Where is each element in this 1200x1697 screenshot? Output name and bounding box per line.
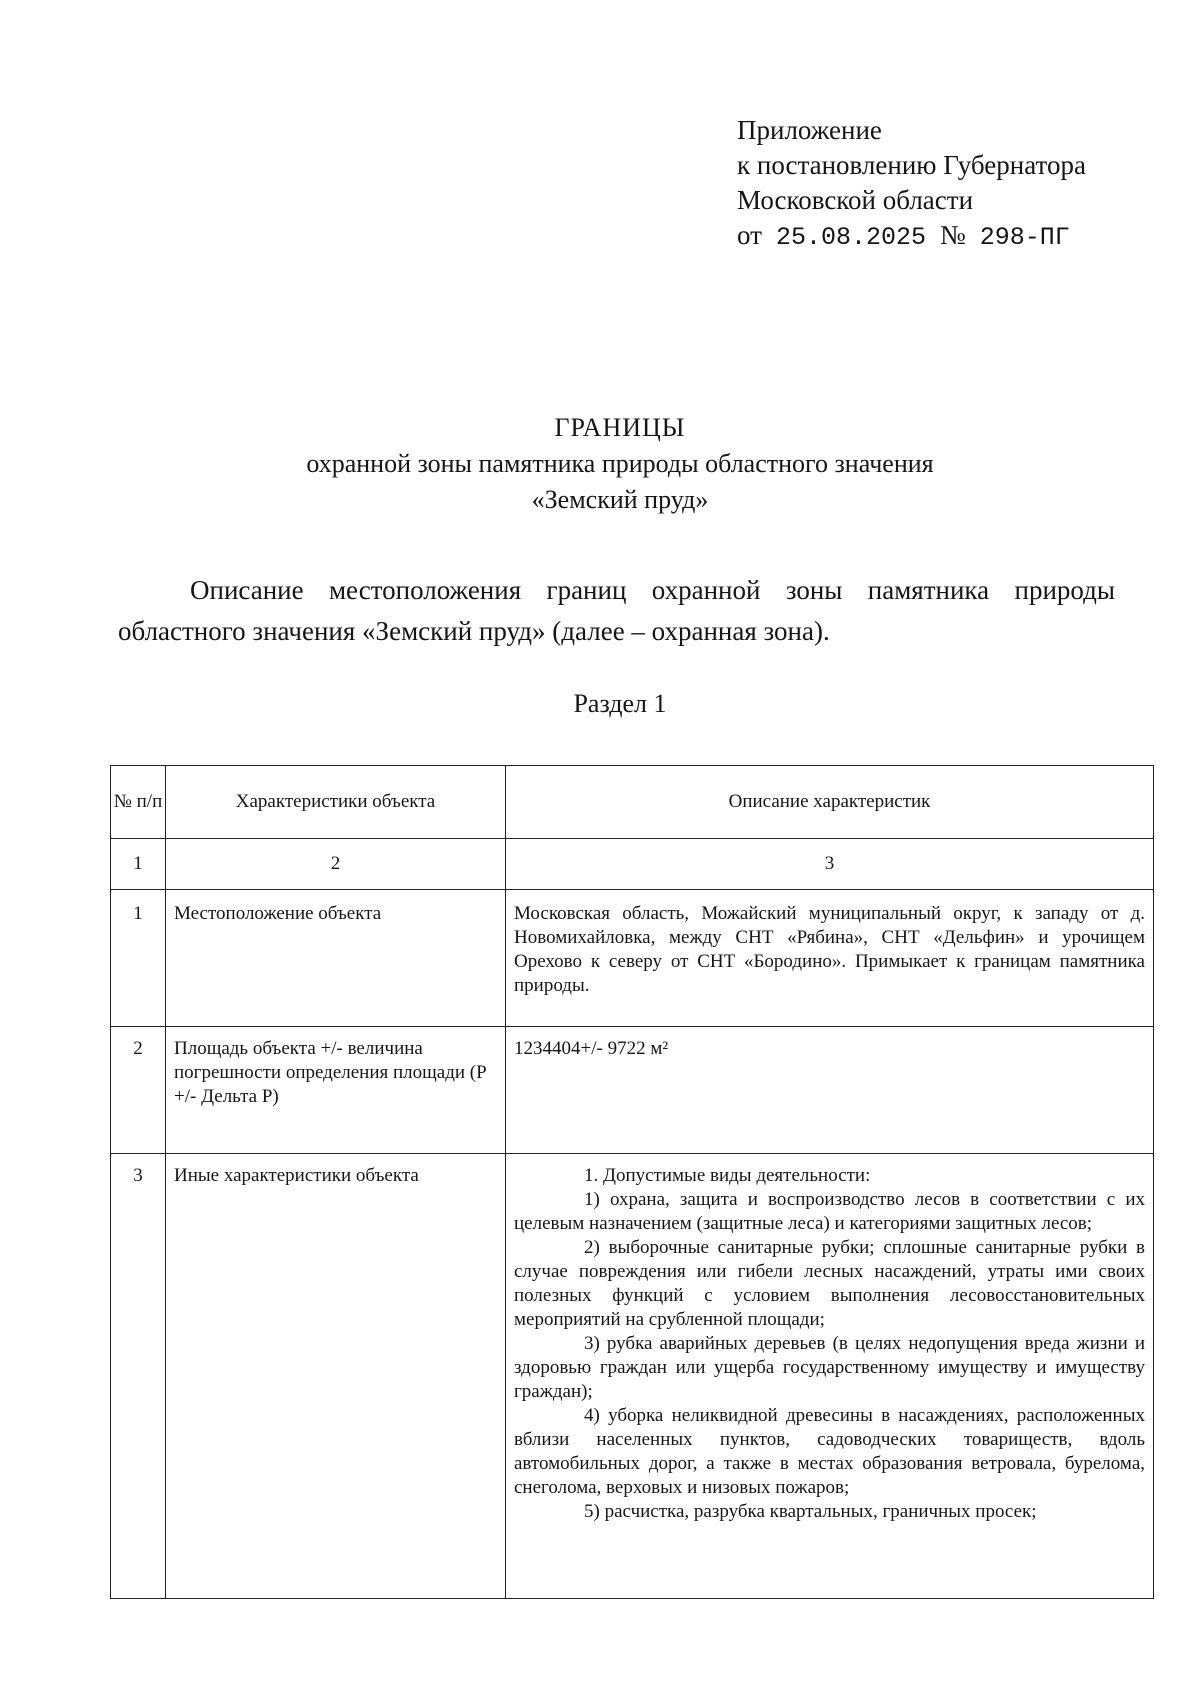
list-item: 3) рубка аварийных деревьев (в целях недопущения вреда жизни и здоровью граждан или ущерба государственному имуществу и имуществу граждан); (514, 1333, 1145, 1402)
list-item: 4) уборка неликвидной древесины в насаждениях, расположенных вблизи населенных пунктов, садоводческих товариществ, вдоль автомобильных дорог, а также в местах образования ветровала, бурелома, снеголома, верховых и низовых пожаров; (514, 1405, 1145, 1498)
title-line-3: «Земский пруд» (531, 485, 709, 514)
annex-line-1: Приложение (737, 115, 882, 145)
permitted-activities-title: 1. Допустимые виды деятельности: (584, 1165, 871, 1186)
row-characteristic: Местоположение объекта (166, 890, 506, 1027)
annex-number: 298-ПГ (979, 223, 1070, 252)
row-characteristic: Иные характеристики объекта (166, 1154, 506, 1599)
header-description: Описание характеристик (506, 766, 1154, 839)
column-number-3: 3 (506, 839, 1154, 890)
table-header-row (111, 766, 1154, 839)
header-number: № п/п (111, 766, 166, 839)
row-number: 1 (111, 890, 166, 1027)
title-main: ГРАНИЦЫ (554, 413, 686, 442)
annex-no-label: № (939, 220, 966, 250)
list-item: 2) выборочные санитарные рубки; сплошные санитарные рубки в случае повреждения или гибели лесных насаждений, утраты ими своих полезных функций с условием выполнения лесовосстановительных мероприятий на срубленной площади; (514, 1237, 1145, 1330)
document-title (0, 410, 1200, 518)
annex-line-3: Московской области (737, 185, 974, 215)
table-row (111, 1027, 1154, 1154)
column-number-2: 2 (166, 839, 506, 890)
row-value (506, 1154, 1154, 1599)
column-number-1: 1 (111, 839, 166, 890)
annex-block (737, 113, 1086, 255)
section-heading: Раздел 1 (573, 689, 667, 718)
header-characteristics: Характеристики объекта (166, 766, 506, 839)
row-number: 2 (111, 1027, 166, 1154)
annex-date-line (737, 218, 1086, 255)
table-row (111, 890, 1154, 1027)
row-number: 3 (111, 1154, 166, 1599)
description-paragraph: Описание местоположения границ охранной зоны памятника природы областного значения «Земский пруд» (далее – охранная зона). (118, 575, 1115, 646)
row-value: 1234404+/- 9722 м² (506, 1027, 1154, 1154)
list-item: 1) охрана, защита и воспроизводство лесов в соответствии с их целевым назначением (защитные леса) и категориями защитных лесов; (514, 1189, 1145, 1234)
annex-line-2: к постановлению Губернатора (737, 150, 1086, 180)
characteristics-table (110, 765, 1154, 1599)
annex-date: 25.08.2025 (775, 223, 926, 252)
table-column-numbers-row (111, 839, 1154, 890)
table-row (111, 1154, 1154, 1599)
annex-from-label: от (737, 220, 762, 250)
title-line-2: охранной зоны памятника природы областного значения (306, 449, 934, 478)
row-value: Московская область, Можайский муниципальный округ, к западу от д. Новомихайловка, между СНТ «Рябина», СНТ «Дельфин» и урочищем Орехово к северу от СНТ «Бородино». Примыкает к границам памятника природы. (506, 890, 1154, 1027)
list-item: 5) расчистка, разрубка квартальных, граничных просек; (584, 1501, 1037, 1522)
row-characteristic: Площадь объекта +/- величина погрешности определения площади (P +/- Дельта P) (166, 1027, 506, 1154)
